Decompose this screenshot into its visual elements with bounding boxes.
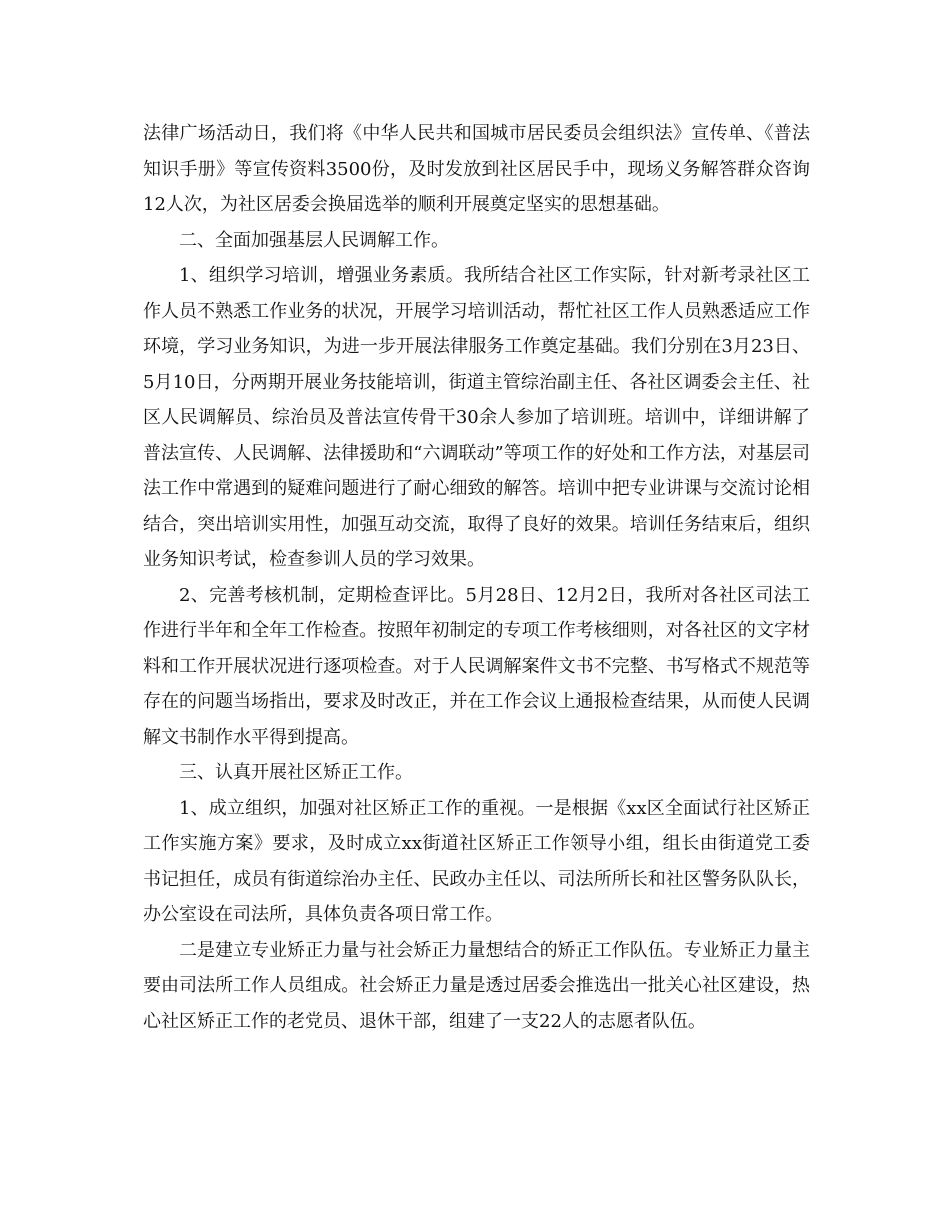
- heading-mediation-work: 二、全面加强基层人民调解工作。: [179, 229, 449, 251]
- heading-community-correction: 三、认真开展社区矫正工作。: [179, 762, 413, 783]
- paragraph-correction-team: 二是建立专业矫正力量与社会矫正力量想结合的矫正工作队伍。专业矫正力量主要由司法所工作人员组成。社会矫正力量是透过居委会推选出一批关心社区建设，热心社区矫正工作的老党员、退休干部，组建了一支22人的志愿者队伍。: [143, 939, 810, 1032]
- paragraph-organization: 1、成立组织，加强对社区矫正工作的重视。一是根据《xx区全面试行社区矫正工作实施方案》要求，及时成立xx街道社区矫正工作领导小组，组长由街道党工委书记担任，成员有街道综治办主任、民政办主任以、司法所所长和社区警务队队长，办公室设在司法所，具体负责各项日常工作。: [143, 797, 810, 925]
- paragraph-assessment: 2、完善考核机制，定期检查评比。5月28日、12月2日，我所对各社区司法工作进行半年和全年工作检查。按照年初制定的专项工作考核细则，对各社区的文字材料和工作开展状况进行逐项检查。对于人民调解案件文书不完整、书写格式不规范等存在的问题当场指出，要求及时改正，并在工作会议上通报检查结果，从而使人民调解文书制作水平得到提高。: [143, 584, 810, 748]
- paragraph-training: 1、组织学习培训，增强业务素质。我所结合社区工作实际，针对新考录社区工作人员不熟悉工作业务的状况，开展学习培训活动，帮忙社区工作人员熟悉适应工作环境，学习业务知识，为进一步开展法律服务工作奠定基础。我们分别在3月23日、5月10日，分两期开展业务技能培训，街道主管综治副主任、各社区调委会主任、社区人民调解员、综治员及普法宣传骨干30余人参加了培训班。培训中，详细讲解了普法宣传、人民调解、法律援助和“六调联动”等项工作的好处和工作方法，对基层司法工作中常遇到的疑难问题进行了耐心细致的解答。培训中把专业讲课与交流讨论相结合，突出培训实用性，加强互动交流，取得了良好的效果。培训任务结束后，组织业务知识考试，检查参训人员的学习效果。: [143, 265, 810, 570]
- document-body: [143, 116, 810, 1039]
- paragraph-legal-square-event: 法律广场活动日，我们将《中华人民共和国城市居民委员会组织法》宣传单、《普法知识手册》等宣传资料3500份，及时发放到社区居民手中，现场义务解答群众咨询12人次，为社区居委会换届选举的顺利开展奠定坚实的思想基础。: [143, 123, 810, 215]
